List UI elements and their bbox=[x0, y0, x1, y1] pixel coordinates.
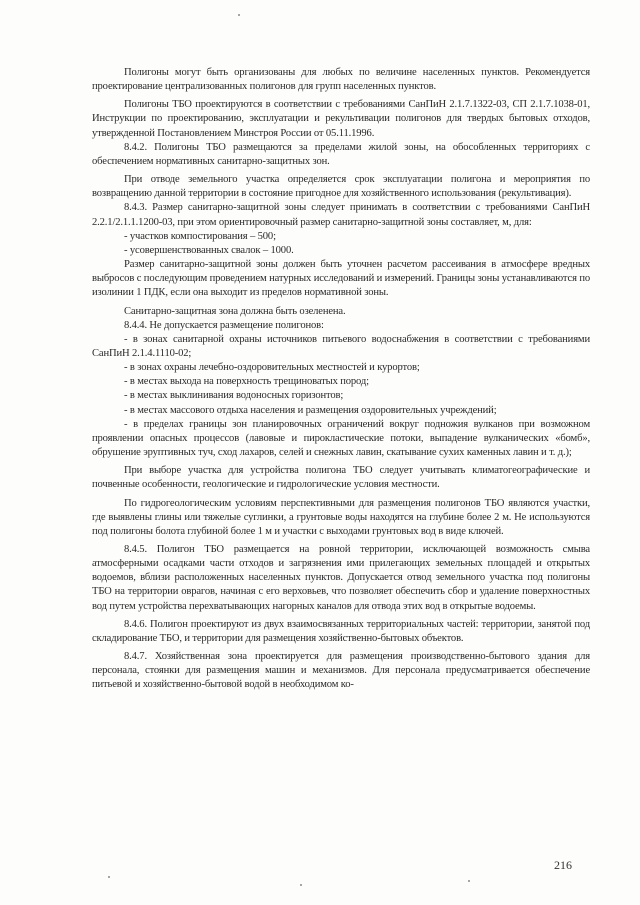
list-item: - в зонах охраны лечебно-оздоровительных местностей и курортов; bbox=[124, 362, 420, 374]
scan-speck bbox=[238, 14, 240, 16]
paragraph: 8.4.7. Хозяйственная зона проектируется для размещения производственно-бытового здания для персонала, стоянки для размещения машин и механизмов. Для персонала предусматривается обеспечение питьевой и хозяйственно-бытовой водой в необходимом ко- bbox=[92, 651, 590, 691]
paragraph: Полигоны ТБО проектируются в соответствии с требованиями СанПиН 2.1.7.1322-03, СП 2.1.7.1038-01, Инструкции по проектированию, эксплуатации и рекультивации полигонов для твердых бытовых отходов, утвержденной Постановлением Минстроя России от 05.11.1996. bbox=[92, 99, 590, 139]
body-text bbox=[92, 66, 590, 693]
scan-speck bbox=[108, 876, 110, 878]
list-item: - усовершенствованных свалок – 1000. bbox=[124, 244, 294, 256]
list-item: - в зонах санитарной охраны источников питьевого водоснабжения в соответствии с требованиями СанПиН 2.1.4.1110-02; bbox=[92, 333, 590, 359]
paragraph: 8.4.5. Полигон ТБО размещается на ровной территории, исключающей возможность смыва атмосферными осадками части отходов и загрязнения ими прилегающих земельных площадей и открытых водоемов, вблизи расположенных населенных пунктов. Допускается отвод земельного участка под полигоны ТБО на территории оврагов, начиная с его верховьев, что позволяет обеспечить сбор и удаление поверхностных вод путем устройства перехватывающих нагорных каналов для отвода этих вод в открытые водоемы. bbox=[92, 544, 590, 612]
paragraph: Размер санитарно-защитной зоны должен быть уточнен расчетом рассеивания в атмосфере вредных выбросов с последующим проведением натурных исследований и измерений. Границы зоны устанавливаются по изолинии 1 ПДК, если она выходит из пределов нормативной зоны. bbox=[92, 259, 590, 299]
list-item: - в местах выклинивания водоносных горизонтов; bbox=[124, 390, 344, 402]
scan-speck bbox=[300, 884, 302, 886]
scan-speck bbox=[468, 880, 470, 882]
list-item: - в пределах границы зон планировочных ограничений вокруг подножия вулканов при возможном проявлении опасных процессов (лавовые и пирокластические потоки, выпадение вулканических «бомб», обрушение эруптивных туч, сход лахаров, селей и снежных лавин, скатывание сухих каменных лавин и т. д.); bbox=[92, 418, 590, 459]
paragraph: При выборе участка для устройства полигона ТБО следует учитывать климатогеографические и почвенные особенности, геологические и гидрологические условия местности. bbox=[92, 465, 590, 491]
paragraph: По гидрогеологическим условиям перспективными для размещения полигонов ТБО являются участки, где выявлены глины или тяжелые суглинки, а грунтовые воды находятся на глубине более 2 м. Не используются под полигоны болота глубиной более 1 м и участки с выходами грунтовых вод в виде ключей. bbox=[92, 497, 590, 537]
paragraph: Полигоны могут быть организованы для любых по величине населенных пунктов. Рекомендуется проектирование централизованных полигонов для групп населенных пунктов. bbox=[92, 67, 590, 93]
paragraph: 8.4.3. Размер санитарно-защитной зоны следует принимать в соответствии с требованиями СанПиН 2.2.1/2.1.1.1200-03, при этом ориентировочный размер санитарно-защитной зоны составляет, м, для: bbox=[92, 202, 590, 228]
paragraph: 8.4.4. Не допускается размещение полигонов: bbox=[124, 319, 324, 331]
paragraph: Санитарно-защитная зона должна быть озеленена. bbox=[124, 305, 346, 317]
list-item: - в местах выхода на поверхность трещиноватых пород; bbox=[124, 376, 369, 388]
paragraph: 8.4.2. Полигоны ТБО размещаются за пределами жилой зоны, на обособленных территориях с обеспечением нормативных санитарно-защитных зон. bbox=[92, 141, 590, 167]
list-item: - в местах массового отдыха населения и размещения оздоровительных учреждений; bbox=[124, 404, 497, 416]
list-item: - участков компостирования – 500; bbox=[124, 230, 276, 242]
paragraph: 8.4.6. Полигон проектируют из двух взаимосвязанных территориальных частей: территории, занятой под складирование ТБО, и территории для размещения хозяйственно-бытовых объектов. bbox=[92, 618, 590, 644]
paragraph: При отводе земельного участка определяется срок эксплуатации полигона и мероприятия по возвращению данной территории в состояние пригодное для хозяйственного использования (рекультивация). bbox=[92, 174, 590, 200]
page-number: 216 bbox=[554, 858, 572, 872]
